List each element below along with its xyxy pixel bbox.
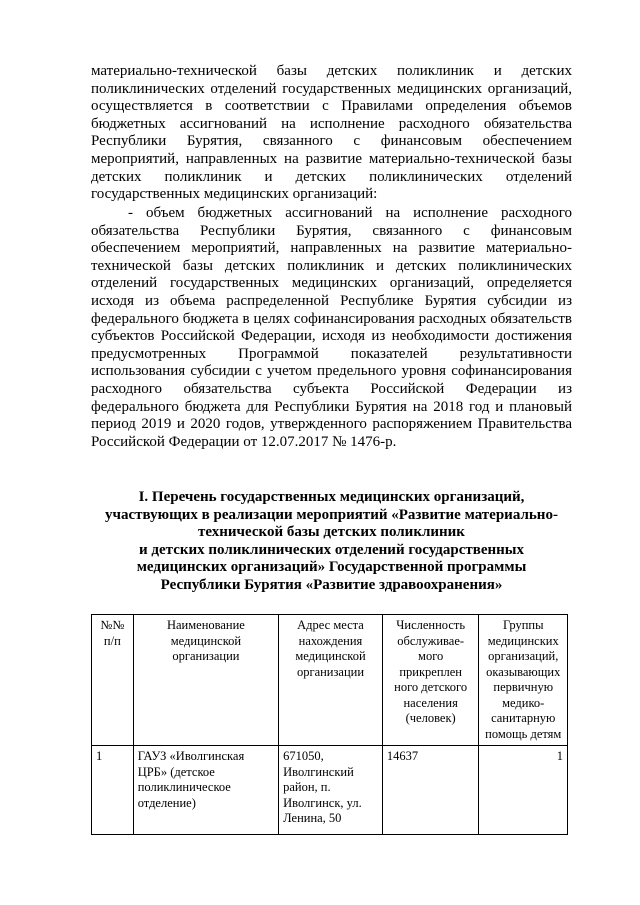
table-header-row [92, 615, 568, 746]
header-group: Группы медицинских организаций, оказывающих первичную медико-санитарную помощь детям [479, 615, 568, 746]
header-number: №№ п/п [92, 615, 134, 746]
cell-address: 671050, Иволгинский район, п. Иволгинск, ул. Ленина, 50 [279, 746, 383, 835]
section-title-line: и детских поликлинических отделений государственных [139, 541, 524, 558]
cell-number: 1 [92, 746, 134, 835]
section-title-line: участвующих в реализации мероприятий «Развитие материально- [105, 506, 558, 523]
cell-organization-name: ГАУЗ «Иволгинская ЦРБ» (детское поликлиническое отделение) [133, 746, 278, 835]
section-title-line: I. Перечень государственных медицинских организаций, [138, 489, 525, 505]
header-population: Численность обслуживае-мого прикреплен ного детского населения (человек) [382, 615, 479, 746]
table-row [92, 746, 568, 835]
organizations-table [91, 614, 568, 835]
paragraph-2: - объем бюджетных ассигнований на исполнение расходного обязательства Республики Бурятия, связанного с финансовым обеспечением мероприятий, направленных на развитие материально-технической базы детских поликлиник и детских поликлинических отделений государственных медицинских организаций, определяется исходя из объема распределенной Республике Бурятия субсидии из федерального бюджета в целях софинансирования расходных обязательств субъектов Российской Федерации, исходя из необходимости достижения предусмотренных Программой показателей результативности использования субсидии с учетом предельного уровня софинансирования расходного обязательства субъекта Российской Федерации из федерального бюджета для Республики Бурятия на 2018 год и плановый период 2019 и 2020 годов, утвержденного распоряжением Правительства Российской Федерации от 12.07.2017 № 1476-р. [91, 205, 572, 450]
section-title-line: Республики Бурятия «Развитие здравоохранения» [160, 576, 503, 593]
cell-group: 1 [479, 746, 568, 835]
section-title-line: медицинских организаций» Государственной программы [136, 559, 527, 575]
header-address: Адрес места нахождения медицинской организации [279, 615, 383, 746]
section-title-line: технической базы детских поликлиник [198, 524, 465, 540]
paragraph-1: материально-технической базы детских поликлиник и детских поликлинических отделений государственных медицинских организаций, осуществляется в соответствии с Правилами определения объемов бюджетных ассигнований на исполнение расходного обязательства Республики Бурятия, связанного с финансовым обеспечением мероприятий, направленных на развитие материально-технической базы детских поликлиник и детских поликлинических отделений государственных медицинских организаций: [91, 63, 572, 203]
section-title [91, 489, 572, 594]
header-organization-name: Наименование медицинской организации [133, 615, 278, 746]
cell-population: 14637 [382, 746, 479, 835]
